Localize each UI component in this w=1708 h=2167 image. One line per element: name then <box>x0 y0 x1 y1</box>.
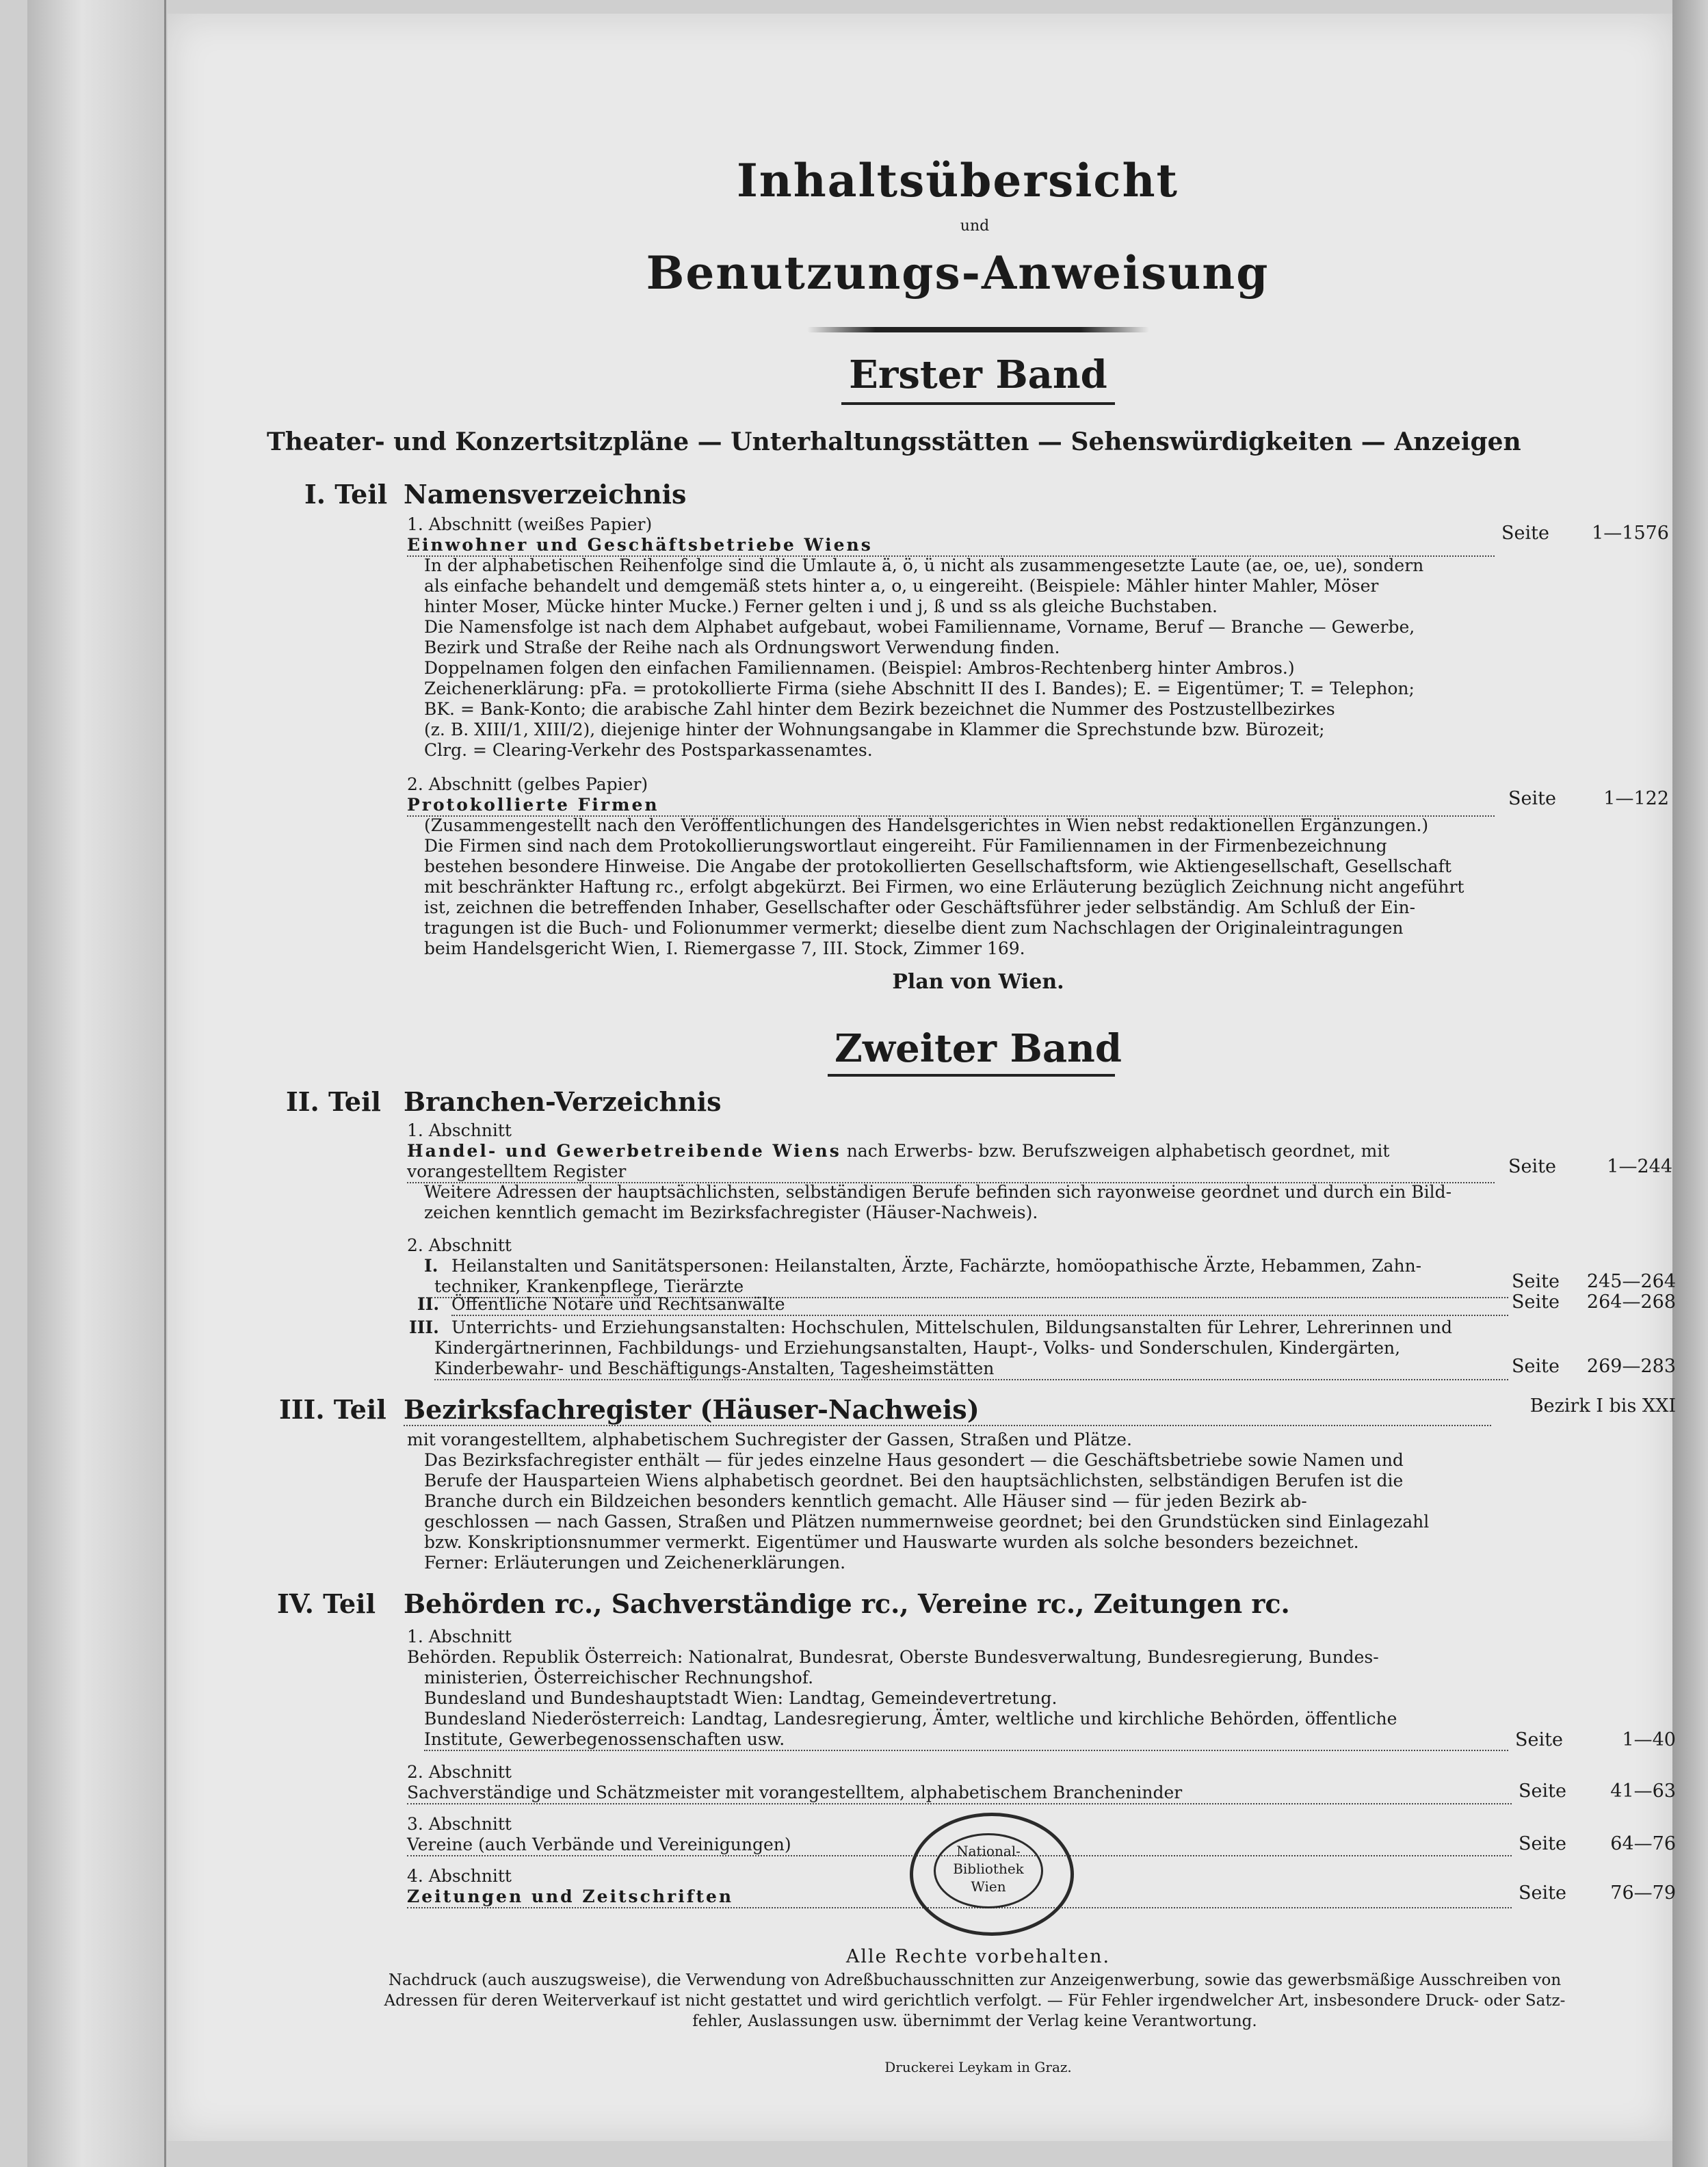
teil2-abschnitt1-seite: Seite <box>1508 1156 1556 1177</box>
book-spine <box>27 0 166 2167</box>
teil2-item-num: I. <box>424 1256 438 1276</box>
teil2-item-line: Unterrichts- und Erziehungsanstalten: Hochschulen, Mittelschulen, Bildungsanstalten für Lehrer, Lehrerinnen und <box>451 1317 1453 1337</box>
teil4-label: IV. Teil <box>277 1588 376 1619</box>
teil4-abschnitt1-label: 1. Abschnitt <box>407 1627 512 1646</box>
teil3-line: bzw. Konskriptionsnummer vermerkt. Eigentümer und Hauswarte wurden als solche besonders bezeichnet. <box>424 1532 1359 1552</box>
page-edge <box>1672 0 1708 2167</box>
teil2-name: Branchen-Verzeichnis <box>404 1086 722 1117</box>
teil1-abschnitt1-entry: Einwohner und Geschäftsbetriebe Wiens <box>407 535 1495 557</box>
teil2-item-seite: Seite <box>1512 1356 1560 1377</box>
teil1-a2-line: tragungen ist die Buch- und Folionummer vermerkt; dieselbe dient zum Nachschlagen der Originaleintragungen <box>424 918 1404 938</box>
teil2-abschnitt1-entry-line <box>407 1141 1389 1161</box>
footer-rights: Alle Rechte vorbehalten. <box>845 1946 1111 1967</box>
teil3-range: Bezirk I bis XXI <box>1529 1395 1676 1417</box>
teil2-abschnitt1-label: 1. Abschnitt <box>407 1120 512 1140</box>
library-stamp-text: National-Bibliothek Wien <box>934 1833 1043 1908</box>
teil4-a1-line: Behörden. Republik Österreich: Nationalrat, Bundesrat, Oberste Bundesverwaltung, Bundesregierung, Bundes- <box>407 1647 1379 1667</box>
teil2-item-line: techniker, Krankenpflege, Tierärzte <box>434 1276 1508 1298</box>
teil1-abschnitt1-label: 1. Abschnitt (weißes Papier) <box>407 514 653 534</box>
teil2-item-pages: 269—283 <box>1586 1356 1676 1377</box>
band1-contents: Theater- und Konzertsitzpläne — Unterhaltungsstätten — Sehenswürdigkeiten — Anzeigen <box>267 428 1521 456</box>
teil1-label: I. Teil <box>304 479 388 510</box>
teil4-abschnitt4-entry: Zeitungen und Zeitschriften <box>407 1887 1512 1908</box>
teil1-abschnitt2-label: 2. Abschnitt (gelbes Papier) <box>407 774 648 794</box>
teil2-a1-line: Weitere Adressen der hauptsächlichsten, selbständigen Berufe befinden sich rayonweise geordnet und durch ein Bild- <box>424 1182 1452 1202</box>
teil4-abschnitt4-pages: 76—79 <box>1610 1882 1676 1904</box>
band2-title: Zweiter Band <box>835 1026 1122 1071</box>
teil1-a1-line: In der alphabetischen Reihenfolge sind die Umlaute ä, ö, ü nicht als zusammengesetzte Laute (ae, oe, ue), sondern <box>424 555 1424 575</box>
teil1-a1-line: hinter Moser, Mücke hinter Mucke.) Ferner gelten i und j, ß und ss als gleiche Buchstaben. <box>424 596 1218 616</box>
teil2-item-num: II. <box>417 1294 440 1314</box>
teil1-a1-line: (z. B. XIII/1, XIII/2), diejenige hinter der Wohnungsangabe in Klammer die Sprechstunde bzw. Bürozeit; <box>424 720 1325 739</box>
teil2-a1-line: zeichen kenntlich gemacht im Bezirksfachregister (Häuser-Nachweis). <box>424 1203 1038 1222</box>
teil3-line: Ferner: Erläuterungen und Zeichenerklärungen. <box>424 1553 846 1573</box>
footer-line: Adressen für deren Weiterverkauf ist nicht gestattet und wird gerichtlich verfolgt. — Für Fehler irgendwelcher Art, insbesondere Druck- oder Satz- <box>384 1992 1566 2010</box>
teil2-item-line: Heilanstalten und Sanitätspersonen: Heilanstalten, Ärzte, Fachärzte, homöopathische Ärzte, Hebammen, Zahn- <box>451 1256 1422 1276</box>
teil1-a2-line: beim Handelsgericht Wien, I. Riemergasse 7, III. Stock, Zimmer 169. <box>424 938 1025 958</box>
teil1-abschnitt2-entry: Protokollierte Firmen <box>407 795 1495 817</box>
teil4-abschnitt1-pages: 1—40 <box>1622 1729 1676 1750</box>
teil2-abschnitt1-register: vorangestelltem Register <box>407 1161 1495 1183</box>
teil4-name: Behörden rc., Sachverständige rc., Vereine rc., Zeitungen rc. <box>404 1588 1290 1619</box>
footer-printer: Druckerei Leykam in Graz. <box>884 2059 1072 2075</box>
teil4-abschnitt3-entry: Vereine (auch Verbände und Vereinigungen) <box>407 1835 1512 1856</box>
teil1-a1-line: BK. = Bank-Konto; die arabische Zahl hinter dem Bezirk bezeichnet die Nummer des Postzustellbezirkes <box>424 699 1335 719</box>
teil4-abschnitt2-pages: 41—63 <box>1610 1781 1676 1802</box>
teil4-abschnitt3-seite: Seite <box>1519 1833 1566 1854</box>
teil1-a1-line: Zeichenerklärung: pFa. = protokollierte Firma (siehe Abschnitt II des I. Bandes); E. = Eigentümer; T. = Telephon; <box>424 679 1415 698</box>
teil2-item-line: Öffentliche Notare und Rechtsanwälte <box>451 1294 1508 1316</box>
teil2-item-line: Kinderbewahr- und Beschäftigungs-Anstalten, Tagesheimstätten <box>434 1358 1508 1380</box>
teil1-a2-line: mit beschränkter Haftung rc., erfolgt abgekürzt. Bei Firmen, wo eine Erläuterung bezüglich Zeichnung nicht angeführt <box>424 877 1464 897</box>
teil1-a1-line: Die Namensfolge ist nach dem Alphabet aufgebaut, wobei Familienname, Vorname, Beruf — Branche — Gewerbe, <box>424 617 1415 637</box>
teil2-item-seite: Seite <box>1512 1291 1560 1313</box>
library-stamp <box>910 1813 1074 1936</box>
teil1-a2-line: ist, zeichnen die betreffenden Inhaber, Gesellschafter oder Geschäftsführer jeder selbständig. Am Schluß der Ein- <box>424 897 1416 917</box>
teil4-a1-line: Bundesland Niederösterreich: Landtag, Landesregierung, Ämter, weltliche und kirchliche Behörden, öffentliche <box>424 1709 1397 1729</box>
teil4-a1-line: Institute, Gewerbegenossenschaften usw. <box>424 1729 1508 1751</box>
teil3-label: III. Teil <box>279 1394 386 1425</box>
teil4-abschnitt3-pages: 64—76 <box>1610 1833 1676 1854</box>
plan-von-wien: Plan von Wien. <box>892 970 1064 994</box>
teil1-a2-line: (Zusammengestellt nach den Veröffentlichungen des Handelsgerichtes in Wien nebst redaktionellen Ergänzungen.) <box>424 815 1429 835</box>
teil2-abschnitt1-entry: Handel- und Gewerbetreibende Wiens <box>407 1141 841 1161</box>
main-title: Inhaltsübersicht <box>736 154 1179 207</box>
teil4-a1-line: Bundesland und Bundeshauptstadt Wien: Landtag, Gemeindevertretung. <box>424 1688 1057 1708</box>
title-und: und <box>960 218 990 235</box>
teil2-item-line: Kindergärtnerinnen, Fachbildungs- und Erziehungsanstalten, Haupt-, Volks- und Sonderschulen, Kindergärten, <box>434 1338 1401 1358</box>
teil1-abschnitt1-pages: 1—1576 <box>1592 523 1669 544</box>
teil4-abschnitt2-label: 2. Abschnitt <box>407 1762 512 1782</box>
teil2-item-num: III. <box>409 1317 439 1337</box>
teil2-abschnitt1-pages: 1—244 <box>1607 1156 1672 1177</box>
teil2-abschnitt1-text1: nach Erwerbs- bzw. Berufszweigen alphabetisch geordnet, mit <box>846 1141 1390 1161</box>
band1-underline <box>841 402 1115 405</box>
teil4-abschnitt1-seite: Seite <box>1515 1729 1563 1750</box>
teil2-item-pages: 245—264 <box>1586 1271 1676 1292</box>
teil4-abschnitt4-label: 4. Abschnitt <box>407 1866 512 1886</box>
title-rule <box>807 327 1149 332</box>
teil4-abschnitt2-seite: Seite <box>1519 1781 1566 1802</box>
teil2-label: II. Teil <box>286 1086 381 1117</box>
teil4-a1-line: ministerien, Österreichischer Rechnungshof. <box>424 1668 814 1687</box>
teil4-abschnitt3-label: 3. Abschnitt <box>407 1814 512 1834</box>
teil3-line: mit vorangestelltem, alphabetischem Suchregister der Gassen, Straßen und Plätze. <box>407 1430 1132 1449</box>
teil2-item-seite: Seite <box>1512 1271 1560 1292</box>
teil2-item-pages: 264—268 <box>1586 1291 1676 1313</box>
footer-line: fehler, Auslassungen usw. übernimmt der Verlag keine Verantwortung. <box>692 2012 1257 2030</box>
teil1-a1-line: Bezirk und Straße der Reihe nach als Ordnungswort Verwendung finden. <box>424 638 1060 657</box>
band2-underline <box>828 1074 1115 1077</box>
paper-leaf <box>168 14 1672 2141</box>
teil3-name: Bezirksfachregister (Häuser-Nachweis) <box>404 1394 1491 1426</box>
teil2-abschnitt2-label: 2. Abschnitt <box>407 1235 512 1255</box>
teil3-line: Berufe der Hausparteien Wiens alphabetisch geordnet. Bei den hauptsächlichsten, selbständigen Berufen ist die <box>424 1471 1404 1490</box>
teil1-name: Namensverzeichnis <box>404 479 687 510</box>
teil1-a1-line: Clrg. = Clearing-Verkehr des Postsparkassenamtes. <box>424 740 873 760</box>
teil4-abschnitt4-seite: Seite <box>1519 1882 1566 1904</box>
teil1-abschnitt2-seite: Seite <box>1508 788 1556 809</box>
teil1-a1-line: als einfache behandelt und demgemäß stets hinter a, o, u eingereiht. (Beispiele: Mähler hinter Mahler, Möser <box>424 576 1379 596</box>
teil1-abschnitt2-pages: 1—122 <box>1603 788 1669 809</box>
footer-line: Nachdruck (auch auszugsweise), die Verwendung von Adreßbuchausschnitten zur Anzeigenwerbung, sowie das gewerbsmäßige Ausschreiben von <box>388 1971 1562 1989</box>
teil3-line: Branche durch ein Bildzeichen besonders kenntlich gemacht. Alle Häuser sind — für jeden Bezirk ab- <box>424 1491 1307 1511</box>
teil3-line: geschlossen — nach Gassen, Straßen und Plätzen nummernweise geordnet; bei den Grundstücken sind Einlagezahl <box>424 1512 1430 1532</box>
teil1-a2-line: bestehen besondere Hinweise. Die Angabe der protokollierten Gesellschaftsform, wie Aktiengesellschaft, Gesellschaft <box>424 856 1451 876</box>
main-subtitle: Benutzungs-Anweisung <box>646 246 1270 300</box>
teil1-a2-line: Die Firmen sind nach dem Protokollierungswortlaut eingereiht. Für Familiennamen in der Firmenbezeichnung <box>424 836 1387 856</box>
teil1-abschnitt1-seite: Seite <box>1501 523 1549 544</box>
teil4-abschnitt2-entry: Sachverständige und Schätzmeister mit vorangestelltem, alphabetischem Brancheninder <box>407 1783 1512 1804</box>
teil3-line: Das Bezirksfachregister enthält — für jedes einzelne Haus gesondert — die Geschäftsbetriebe sowie Namen und <box>424 1450 1404 1470</box>
teil1-a1-line: Doppelnamen folgen den einfachen Familiennamen. (Beispiel: Ambros-Rechtenberg hinter Ambros.) <box>424 658 1295 678</box>
band1-title: Erster Band <box>849 352 1107 397</box>
